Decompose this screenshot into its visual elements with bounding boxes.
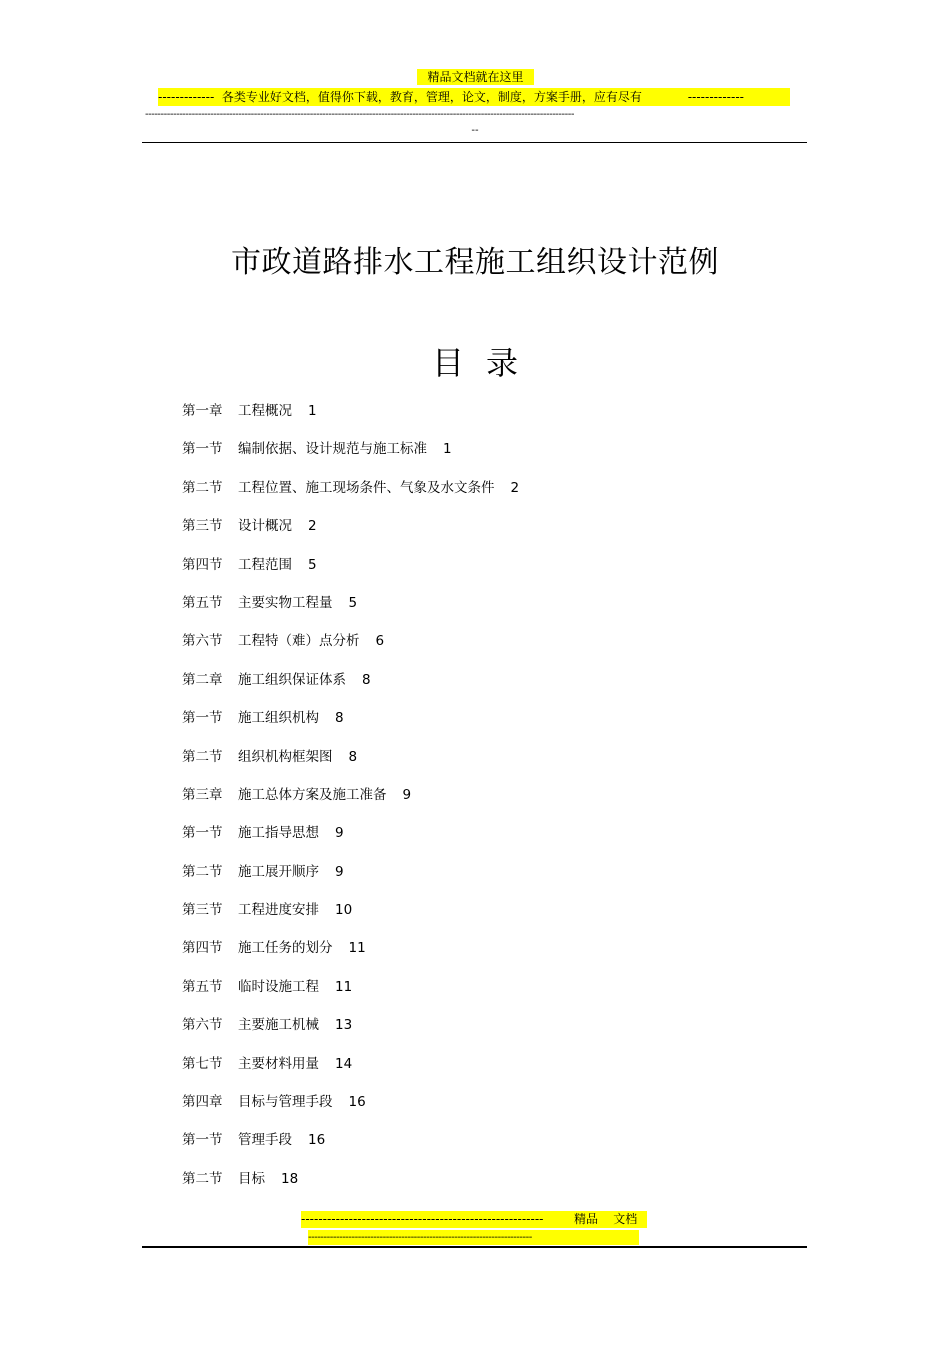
toc-entry[interactable]: [182, 782, 782, 820]
toc-entry[interactable]: [182, 513, 782, 551]
table-of-contents: [182, 398, 782, 1204]
toc-entry[interactable]: [182, 628, 782, 666]
toc-entry-title: 临时设施工程: [238, 978, 319, 995]
toc-entry-number: 第二节: [182, 479, 223, 496]
toc-entry[interactable]: [182, 935, 782, 973]
toc-heading: 目录: [431, 344, 540, 382]
toc-entry-number: 第六节: [182, 1017, 223, 1034]
toc-entry[interactable]: [182, 667, 782, 705]
toc-entry-title: 主要实物工程量: [238, 594, 333, 611]
toc-entry-page: 10: [335, 902, 353, 919]
toc-entry-title: 管理手段: [238, 1132, 292, 1149]
toc-entry-title: 编制依据、设计规范与施工标准: [238, 441, 427, 458]
toc-entry-page: 2: [510, 479, 520, 496]
toc-entry-number: 第五节: [182, 594, 223, 611]
toc-entry-page: 8: [335, 710, 344, 727]
toc-entry-page: 16: [308, 1132, 326, 1149]
toc-entry-page: 14: [335, 1055, 353, 1072]
document-title: 市政道路排水工程施工组织设计范例: [231, 245, 719, 280]
toc-entry-page: 8: [362, 671, 371, 688]
toc-entry-page: 11: [335, 978, 353, 995]
toc-entry-page: 5: [308, 556, 317, 573]
toc-entry-page: 8: [348, 748, 358, 765]
toc-entry-number: 第四节: [182, 940, 223, 957]
toc-entry[interactable]: [182, 1012, 782, 1050]
toc-entry[interactable]: [182, 436, 782, 474]
toc-entry-number: 第六节: [182, 633, 223, 650]
toc-entry-title: 施工展开顺序: [238, 863, 319, 880]
toc-entry[interactable]: [182, 897, 782, 935]
toc-entry-title: 工程范围: [238, 556, 292, 573]
toc-entry[interactable]: [182, 1127, 782, 1165]
toc-entry-title: 工程位置、施工现场条件、气象及水文条件: [238, 479, 495, 496]
toc-entry[interactable]: [182, 1051, 782, 1089]
footer-rule: [142, 1246, 807, 1248]
header-tagline: ------------- 各类专业好文档，值得你下载，教育，管理，论文，制度，方案手册，应有尽有 -------------: [158, 88, 790, 106]
toc-entry-title: 目标与管理手段: [238, 1094, 333, 1111]
toc-entry[interactable]: [182, 475, 782, 513]
toc-entry-title: 主要材料用量: [238, 1055, 319, 1072]
toc-entry[interactable]: [182, 974, 782, 1012]
footer-dash-line: ------------------------------------------------------------------------: [308, 1230, 639, 1245]
toc-entry[interactable]: [182, 552, 782, 590]
toc-entry-page: 9: [402, 786, 412, 803]
toc-entry[interactable]: [182, 820, 782, 858]
toc-entry-page: 1: [443, 441, 452, 458]
toc-entry-number: 第三节: [182, 518, 223, 535]
toc-entry[interactable]: [182, 398, 782, 436]
toc-entry-page: 9: [335, 825, 344, 842]
toc-entry-number: 第一节: [182, 710, 223, 727]
toc-entry[interactable]: [182, 744, 782, 782]
toc-entry-page: 2: [308, 518, 317, 535]
toc-entry-page: 6: [375, 633, 385, 650]
toc-entry-title: 工程进度安排: [238, 902, 319, 919]
toc-entry-page: 5: [348, 594, 358, 611]
toc-entry-title: 施工总体方案及施工准备: [238, 786, 387, 803]
toc-entry-number: 第一节: [182, 825, 223, 842]
toc-entry-number: 第五节: [182, 978, 223, 995]
toc-entry-page: 9: [335, 863, 344, 880]
toc-entry[interactable]: [182, 1166, 782, 1204]
toc-entry[interactable]: [182, 590, 782, 628]
toc-entry-number: 第二节: [182, 863, 223, 880]
toc-entry-number: 第二章: [182, 671, 223, 688]
toc-entry-title: 施工指导思想: [238, 825, 319, 842]
toc-entry[interactable]: [182, 1089, 782, 1127]
toc-entry-number: 第一节: [182, 1132, 223, 1149]
header-top-label: 精品文档就在这里: [417, 69, 534, 85]
toc-entry-number: 第四节: [182, 556, 223, 573]
toc-entry-page: 11: [348, 940, 366, 957]
toc-entry-page: 18: [281, 1170, 299, 1187]
toc-entry[interactable]: [182, 859, 782, 897]
toc-entry-number: 第四章: [182, 1094, 223, 1111]
toc-entry-number: 第二节: [182, 748, 223, 765]
toc-entry-page: 16: [348, 1094, 366, 1111]
header-rule: [142, 142, 807, 143]
toc-entry-number: 第一节: [182, 441, 223, 458]
toc-entry-title: 施工组织机构: [238, 710, 319, 727]
toc-entry-title: 工程概况: [238, 403, 292, 419]
toc-entry-title: 主要施工机械: [238, 1017, 319, 1034]
toc-entry-number: 第三章: [182, 786, 223, 803]
toc-entry-title: 组织机构框架图: [238, 748, 333, 765]
toc-entry-number: 第二节: [182, 1170, 223, 1187]
footer-label-line: -------------------------------------------------------- 精品 文档: [301, 1211, 647, 1228]
toc-entry-page: 13: [335, 1017, 353, 1034]
header-dash-line: ------------------------------------------------------------------------------------------------------------------------------------------: [145, 109, 574, 120]
toc-entry-title: 施工组织保证体系: [238, 671, 346, 688]
toc-entry-title: 设计概况: [238, 518, 292, 535]
header-dash-tail: --: [471, 125, 479, 136]
toc-entry-title: 工程特（难）点分析: [238, 633, 360, 650]
toc-entry-title: 施工任务的划分: [238, 940, 333, 957]
toc-entry[interactable]: [182, 705, 782, 743]
toc-entry-number: 第三节: [182, 902, 223, 919]
toc-entry-number: 第七节: [182, 1055, 223, 1072]
toc-entry-number: 第一章: [182, 403, 223, 419]
toc-entry-page: 1: [308, 403, 317, 419]
toc-entry-title: 目标: [238, 1170, 265, 1187]
